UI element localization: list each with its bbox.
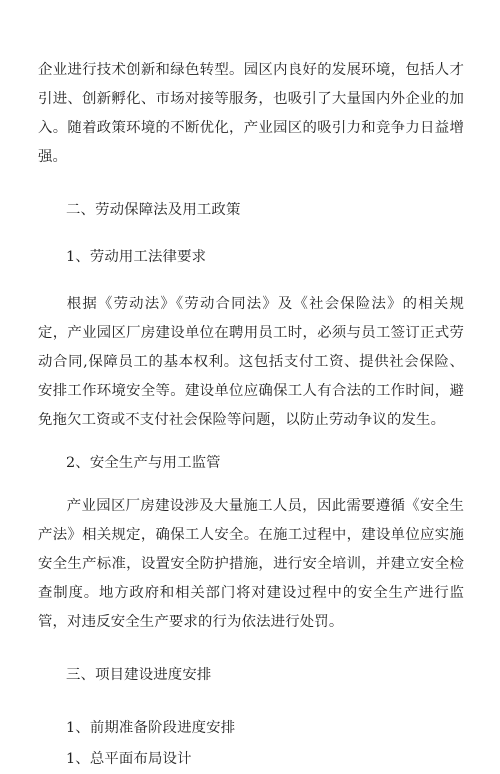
- body-paragraph-safety: 产业园区厂房建设涉及大量施工人员，因此需要遵循《安全生产法》相关规定，确保工人安全。在施工过程中，建设单位应实施安全生产标准，设置安全防护措施，进行安全培训，并建立安全检查制度。地方政府和相关部门将对建设过程中的安全生产进行监管，对违反安全生产要求的行为依法进行处罚。: [38, 498, 464, 630]
- subsection-heading-preparation: 1、前期准备阶段进度安排: [66, 720, 236, 736]
- subsection-heading-safety: 2、安全生产与用工监管: [66, 455, 221, 471]
- section-heading-schedule: 三、项目建设进度安排: [66, 667, 212, 683]
- subsection-heading-labor-requirements: 1、劳动用工法律要求: [66, 249, 207, 265]
- body-paragraph-labor-requirements: 根据《劳动法》《劳动合同法》及《社会保险法》的相关规定，产业园区厂房建设单位在聘用员工时，必须与员工签订正式劳动合同,保障员工的基本权利。这包括支付工资、提供社会保险、安排工作环境安全等。建设单位应确保工人有合法的工作时间，避免拖欠工资或不支付社会保险等问题，以防止劳动争议的发生。: [38, 296, 464, 428]
- section-heading-labor-law: 二、劳动保障法及用工政策: [66, 202, 241, 218]
- body-paragraph-intro: 企业进行技术创新和绿色转型。园区内良好的发展环境，包括人才引进、创新孵化、市场对接等服务，也吸引了大量国内外企业的加入。随着政策环境的不断优化，产业园区的吸引力和竞争力日益增强。: [38, 62, 464, 165]
- subsection-heading-layout: 1、总平面布局设计: [66, 751, 192, 767]
